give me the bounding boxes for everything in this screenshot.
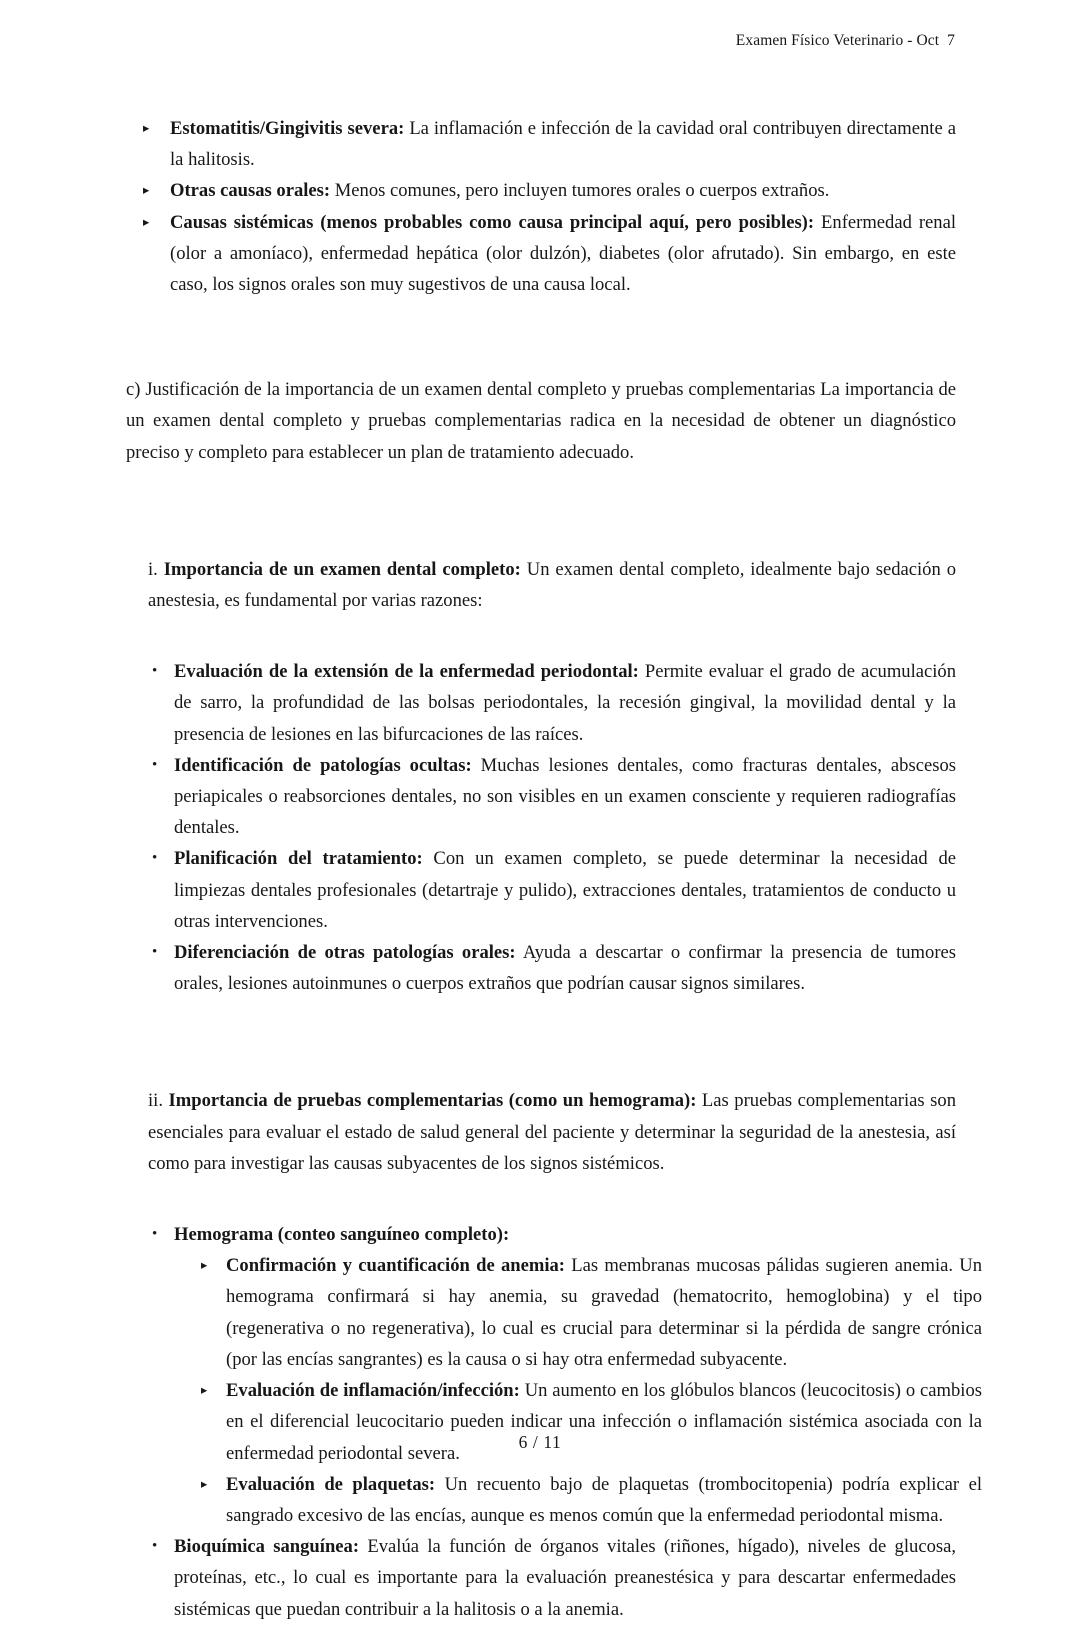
triangle-bullet-icon: ▸ (201, 1258, 208, 1273)
list-item-lead: Estomatitis/Gingivitis severa: (170, 118, 405, 139)
dot-bullet-icon: • (152, 944, 158, 961)
list-item (148, 937, 956, 999)
list-item-text (174, 1531, 956, 1625)
section-ii-number: ii. (148, 1090, 163, 1112)
section-i-bullets (148, 656, 956, 999)
spacer (126, 616, 956, 656)
triangle-bullet-icon: ▸ (143, 121, 150, 135)
page-number-footer: 6 / 11 (518, 1432, 562, 1452)
list-item-text (170, 207, 956, 301)
dot-bullet-icon: • (152, 756, 158, 773)
triangle-bullet-icon: ▸ (143, 183, 150, 198)
section-i-text: Un examen dental completo, idealmente bajo sedación o anestesia, es fundamental por varias razones: (148, 558, 956, 612)
list-item (148, 1219, 982, 1531)
list-item-lead: Planificación del tratamiento: (174, 848, 423, 870)
spacer (126, 300, 956, 374)
list-item-body: Permite evaluar el grado de acumulación de sarro, la profundidad de las bolsas periodontales, la recesión gingival, la movilidad dental y la presencia de lesiones en las bifurcaciones de las raíces. (174, 661, 957, 745)
list-item (140, 207, 956, 301)
list-item-text (174, 750, 956, 844)
triangle-bullet-icon: ▸ (201, 1383, 208, 1398)
oral-causes-list (140, 113, 956, 300)
list-item-body: La inflamación e infección de la cavidad oral contribuyen directamente a la halitosis. (170, 118, 956, 171)
list-item-text (170, 113, 956, 175)
spacer (126, 1179, 956, 1219)
list-item-text (174, 1219, 956, 1250)
triangle-bullet-icon: ▸ (201, 1476, 208, 1491)
section-i-number: i. (148, 558, 158, 580)
list-item-body: Muchas lesiones dentales, como fracturas dentales, abscesos periapicales o reabsorciones dentales, no son visibles en un examen consciente y requieren radiografías dentales. (174, 754, 956, 839)
spacer (126, 999, 956, 1085)
hemograma-heading: Hemograma (conteo sanguíneo completo): (174, 1224, 510, 1246)
spacer (126, 468, 956, 554)
list-item-body: Enfermedad renal (olor a amoníaco), enfermedad hepática (olor dulzón), diabetes (olor afrutado). Sin embargo, en este caso, los signos orales son muy sugestivos de una causa local. (170, 211, 957, 296)
section-ii-text: Las pruebas complementarias son esenciales para evaluar el estado de salud general del paciente y determinar la seguridad de la anestesia, así como para investigar las causas subyacentes de los signos sistémicos. (148, 1090, 956, 1174)
list-item (198, 1375, 982, 1469)
hemograma-subitems (198, 1250, 982, 1531)
list-item-lead: Otras causas orales: (170, 180, 331, 202)
dot-bullet-icon: • (152, 850, 158, 867)
list-item (140, 113, 956, 175)
running-header: Examen Físico Veterinario - Oct 7 (735, 32, 955, 49)
list-item-body: Un recuento bajo de plaquetas (trombocitopenia) podría explicar el sangrado excesivo de las encías, aunque es menos común que la enfermedad periodontal misma. (226, 1473, 982, 1526)
section-ii-intro (148, 1085, 956, 1179)
list-item-body: Un aumento en los glóbulos blancos (leucocitosis) o cambios en el diferencial leucocitario pueden indicar una infección o inflamación sistémica asociada con la enfermedad periodontal severa. (226, 1380, 982, 1464)
document-body (126, 113, 982, 1625)
list-item-body: Las membranas mucosas pálidas sugieren anemia. Un hemograma confirmará si hay anemia, su gravedad (hematocrito, hemoglobina) y el tipo (regenerativa o no regenerativa), lo cual es crucial para determinar si la pérdida de sangre crónica (por las encías sangrantes) es la causa o si hay otra enfermedad subyacente. (226, 1255, 982, 1370)
list-item-lead: Confirmación y cuantificación de anemia: (226, 1255, 565, 1277)
section-i-intro (148, 554, 956, 616)
list-item (198, 1250, 982, 1375)
list-item (148, 1531, 956, 1625)
list-item (140, 175, 956, 206)
list-item-lead: Evaluación de plaquetas: (226, 1473, 436, 1495)
list-item-lead: Evaluación de la extensión de la enfermedad periodontal: (174, 661, 639, 683)
list-item-text (174, 937, 956, 999)
section-i-title: Importancia de un examen dental completo: (163, 558, 521, 580)
list-item-body: Con un examen completo, se puede determinar la necesidad de limpiezas dentales profesionales (detartraje y pulido), extracciones dentales, tratamientos de conducto u otras intervenciones. (174, 848, 956, 932)
list-item-body: Evalúa la función de órganos vitales (riñones, hígado), niveles de glucosa, proteínas, etc., lo cual es importante para la evaluación preanestésica y para descartar enfermedades sistémicas que puedan contribuir a la halitosis o a la anemia. (174, 1536, 957, 1620)
triangle-bullet-icon: ▸ (143, 214, 150, 229)
list-item-body: Menos comunes, pero incluyen tumores orales o cuerpos extraños. (330, 180, 830, 202)
list-item-text (174, 656, 956, 750)
list-item-text (170, 175, 956, 206)
section-ii-title: Importancia de pruebas complementarias (como un hemograma): (168, 1090, 697, 1112)
list-item (148, 843, 956, 937)
dot-bullet-icon: • (152, 1226, 158, 1243)
list-item-lead: Bioquímica sanguínea: (174, 1536, 360, 1558)
list-item (148, 656, 956, 750)
list-item-text (226, 1255, 982, 1370)
list-item-text (226, 1474, 982, 1526)
list-item (148, 750, 956, 844)
section-ii-bullets (148, 1219, 982, 1625)
list-item-lead: Diferenciación de otras patologías orales: (174, 942, 516, 964)
list-item-text (174, 843, 956, 937)
list-item-body: Ayuda a descartar o confirmar la presencia de tumores orales, lesiones autoinmunes o cuerpos extraños que podrían causar signos similares. (174, 942, 957, 995)
list-item-lead: Identificación de patologías ocultas: (174, 754, 472, 776)
dot-bullet-icon: • (152, 663, 158, 680)
list-item-lead: Causas sistémicas (menos probables como causa principal aquí, pero posibles): (170, 211, 815, 233)
section-c-paragraph: c) Justificación de la importancia de un examen dental completo y pruebas complementarias La importancia de un examen dental completo y pruebas complementarias radica en la necesidad de obtener un diagnóstico preciso y completo para establecer un plan de tratamiento adecuado. (126, 379, 956, 463)
dot-bullet-icon: • (152, 1538, 158, 1555)
list-item (198, 1469, 982, 1531)
list-item-lead: Evaluación de inflamación/infección: (226, 1380, 520, 1402)
